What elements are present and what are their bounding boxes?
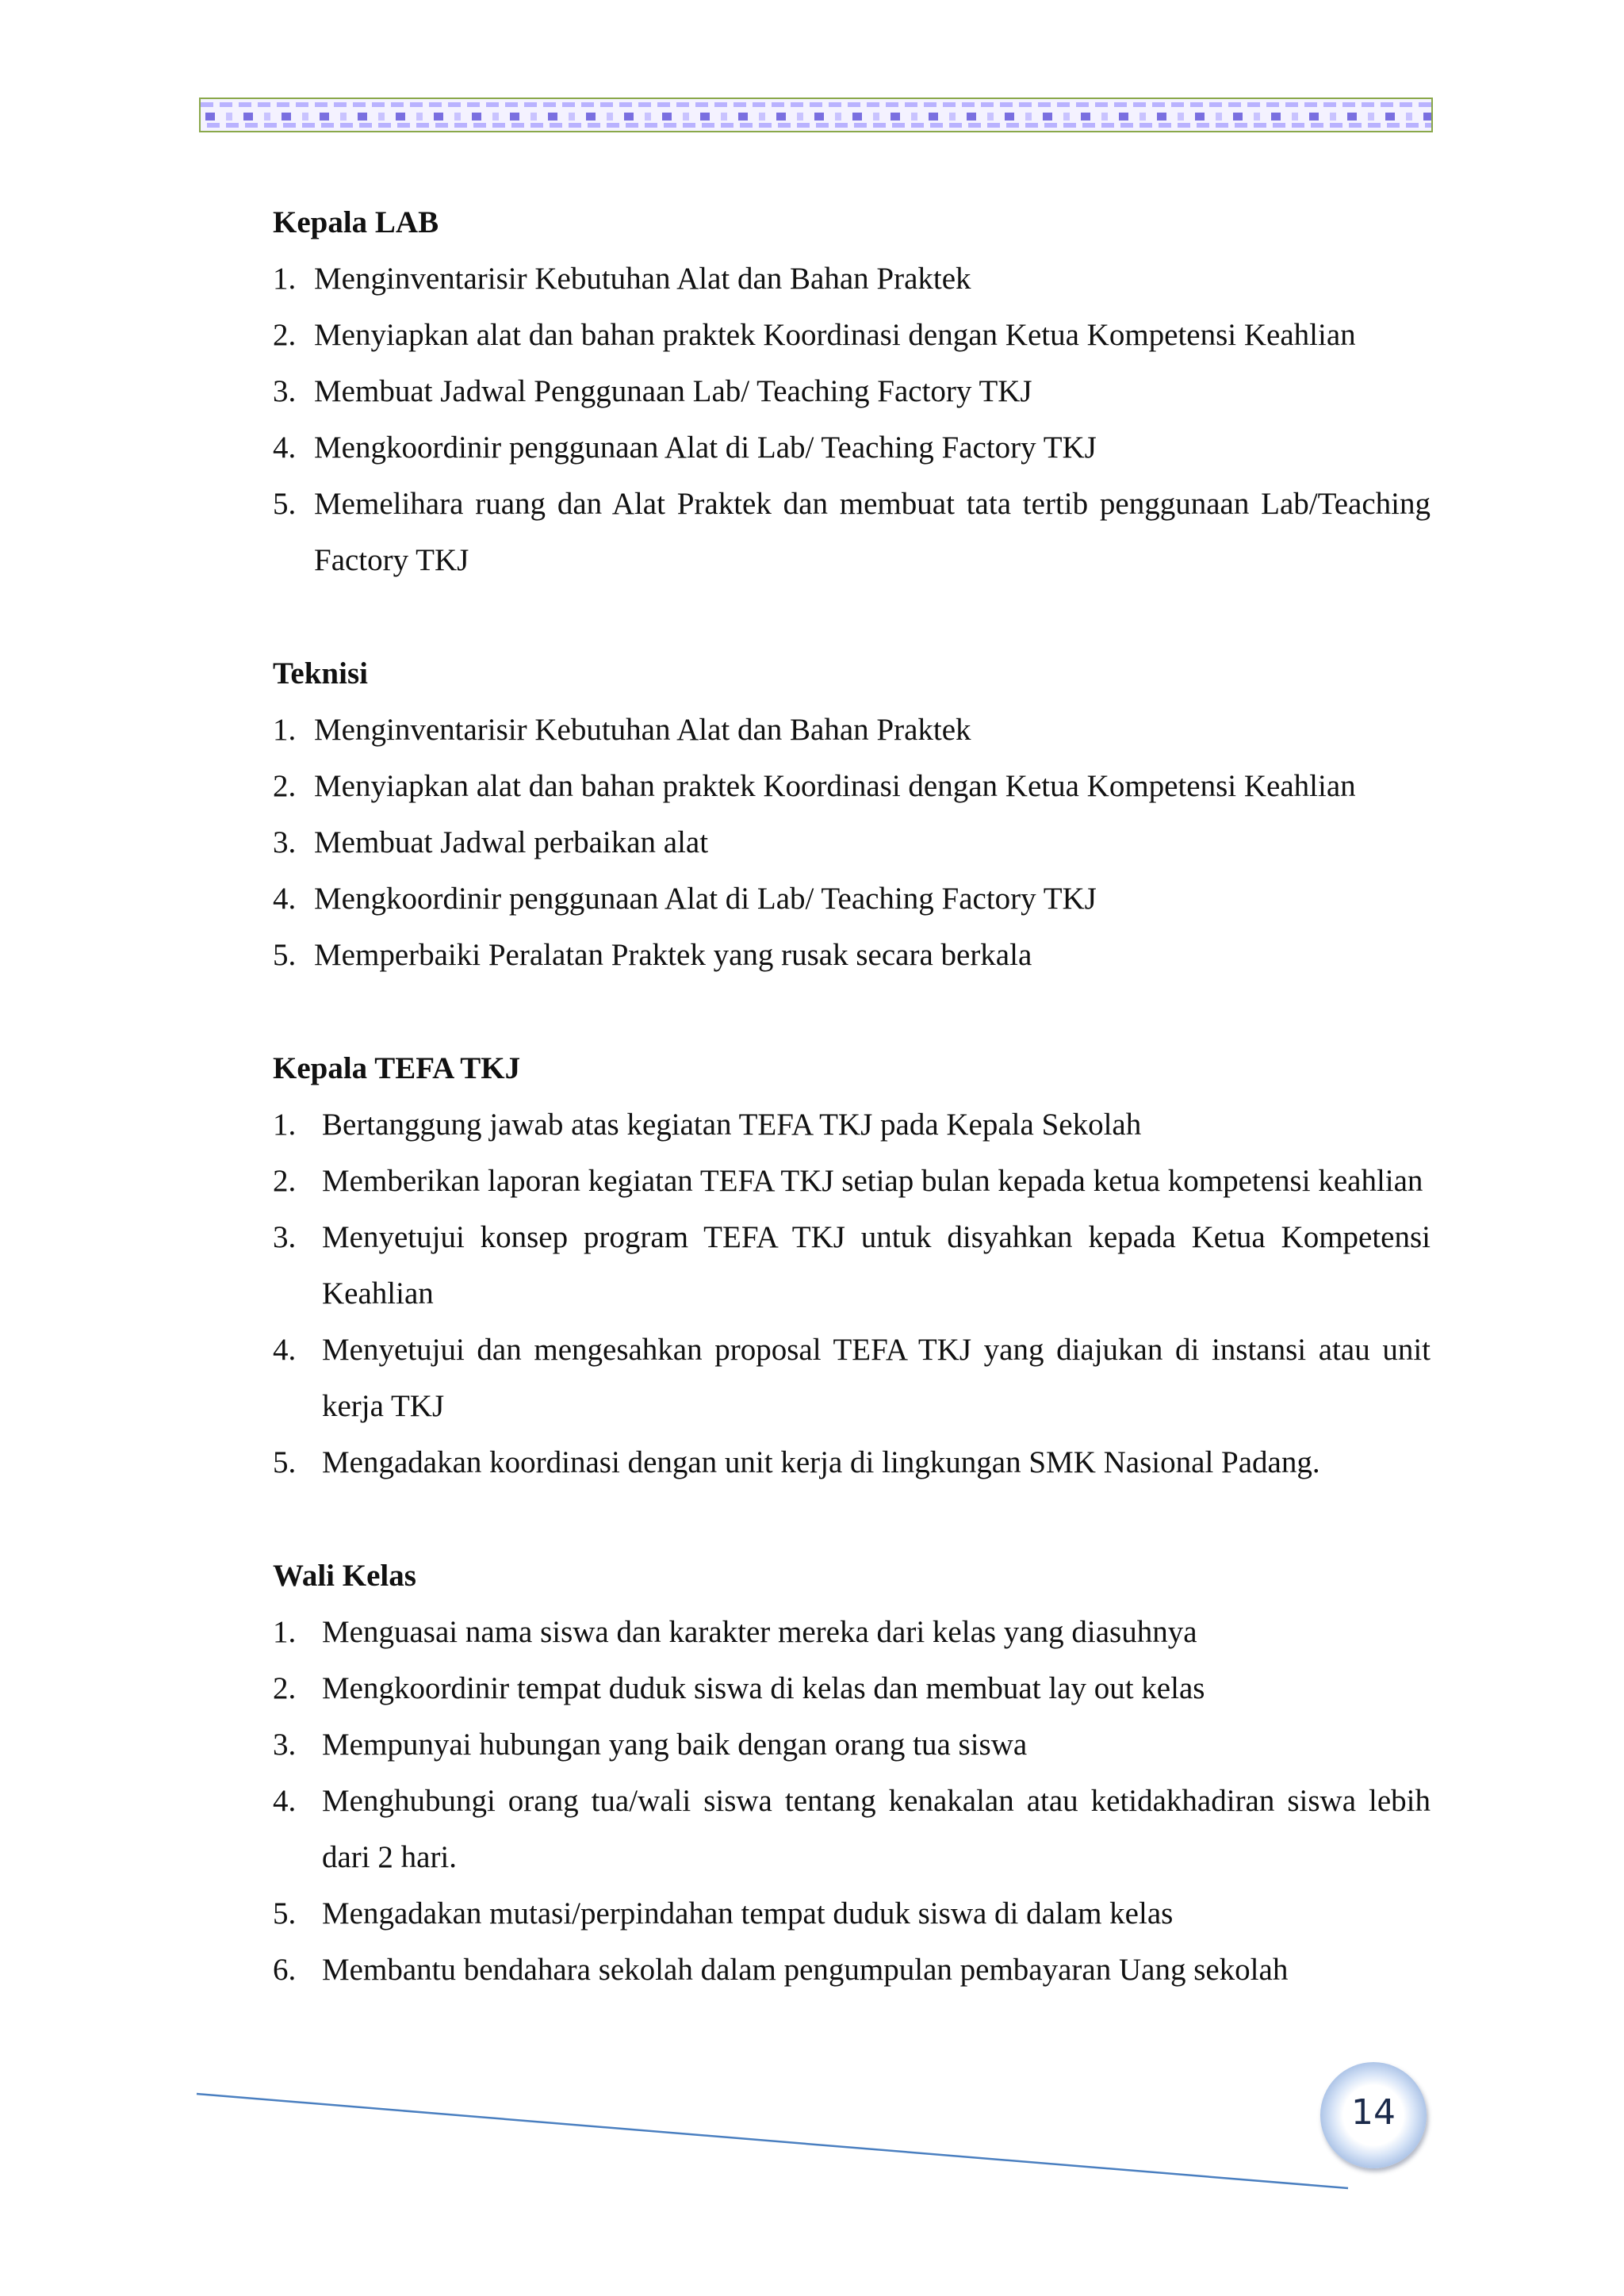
item-number: 4. — [273, 430, 297, 465]
item-text: Mengkoordinir penggunaan Alat di Lab/ Teaching Factory TKJ — [314, 882, 1097, 916]
item-number: 3. — [273, 1220, 297, 1254]
item-number: 1. — [273, 262, 297, 296]
item-number: 3. — [273, 825, 297, 859]
item-number: 4. — [273, 882, 297, 916]
section-title: Teknisi — [273, 656, 368, 691]
section-title: Kepala LAB — [273, 205, 439, 239]
item-text: Membantu bendahara sekolah dalam pengumpulan pembayaran Uang sekolah — [322, 1953, 1289, 1987]
item-number: 3. — [273, 1728, 297, 1762]
item-text: Bertanggung jawab atas kegiatan TEFA TKJ pada Kepala Sekolah — [322, 1108, 1142, 1142]
item-number: 5. — [273, 487, 297, 521]
item-text: Menguasai nama siswa dan karakter mereka dari kelas yang diasuhnya — [322, 1615, 1197, 1649]
footer-line — [197, 2094, 1348, 2188]
item-text: Mempunyai hubungan yang baik dengan orang tua siswa — [322, 1728, 1028, 1762]
item-text: Mengadakan mutasi/perpindahan tempat duduk siswa di dalam kelas — [322, 1896, 1174, 1931]
item-number: 4. — [273, 1784, 297, 1818]
item-text: Memberikan laporan kegiatan TEFA TKJ setiap bulan kepada ketua kompetensi keahlian — [322, 1164, 1423, 1198]
item-number: 1. — [273, 1615, 297, 1649]
item-text: Mengkoordinir penggunaan Alat di Lab/ Teaching Factory TKJ — [314, 430, 1097, 465]
item-number: 6. — [273, 1953, 297, 1987]
item-number: 2. — [273, 1164, 297, 1198]
item-text: Menyetujui konsep program TEFA TKJ untuk disyahkan kepada Ketua Kompetensi Keahlian — [322, 1220, 1431, 1311]
page-number: 14 — [1351, 2092, 1396, 2133]
item-text: Mengadakan koordinasi dengan unit kerja di lingkungan SMK Nasional Padang. — [322, 1445, 1320, 1479]
item-text: Menyiapkan alat dan bahan praktek Koordinasi dengan Ketua Kompetensi Keahlian — [314, 318, 1356, 352]
item-number: 1. — [273, 713, 297, 747]
item-text: Membuat Jadwal perbaikan alat — [314, 825, 709, 859]
item-text: Membuat Jadwal Penggunaan Lab/ Teaching Factory TKJ — [314, 374, 1032, 408]
item-number: 3. — [273, 374, 297, 408]
section-title: Kepala TEFA TKJ — [273, 1051, 521, 1085]
item-text: Mengkoordinir tempat duduk siswa di kelas dan membuat lay out kelas — [322, 1671, 1205, 1705]
item-text: Menyetujui dan mengesahkan proposal TEFA TKJ yang diajukan di instansi atau unit kerja TKJ — [322, 1333, 1431, 1423]
item-text: Menyiapkan alat dan bahan praktek Koordinasi dengan Ketua Kompetensi Keahlian — [314, 769, 1356, 803]
item-number: 5. — [273, 938, 297, 972]
item-text: Menginventarisir Kebutuhan Alat dan Bahan Praktek — [314, 262, 971, 296]
item-number: 2. — [273, 769, 297, 803]
item-text: Menghubungi orang tua/wali siswa tentang kenakalan atau ketidakhadiran siswa lebih dari 2 hari. — [322, 1784, 1431, 1874]
item-number: 1. — [273, 1108, 297, 1142]
item-number: 4. — [273, 1333, 297, 1367]
item-number: 5. — [273, 1896, 297, 1931]
page-number-badge — [1320, 2062, 1427, 2168]
item-text: Memperbaiki Peralatan Praktek yang rusak secara berkala — [314, 938, 1032, 972]
item-number: 5. — [273, 1445, 297, 1479]
item-text: Menginventarisir Kebutuhan Alat dan Bahan Praktek — [314, 713, 971, 747]
section-title: Wali Kelas — [273, 1559, 416, 1593]
item-text: Memelihara ruang dan Alat Praktek dan membuat tata tertib penggunaan Lab/Teaching Factory TKJ — [314, 487, 1431, 577]
item-number: 2. — [273, 318, 297, 352]
item-number: 2. — [273, 1671, 297, 1705]
